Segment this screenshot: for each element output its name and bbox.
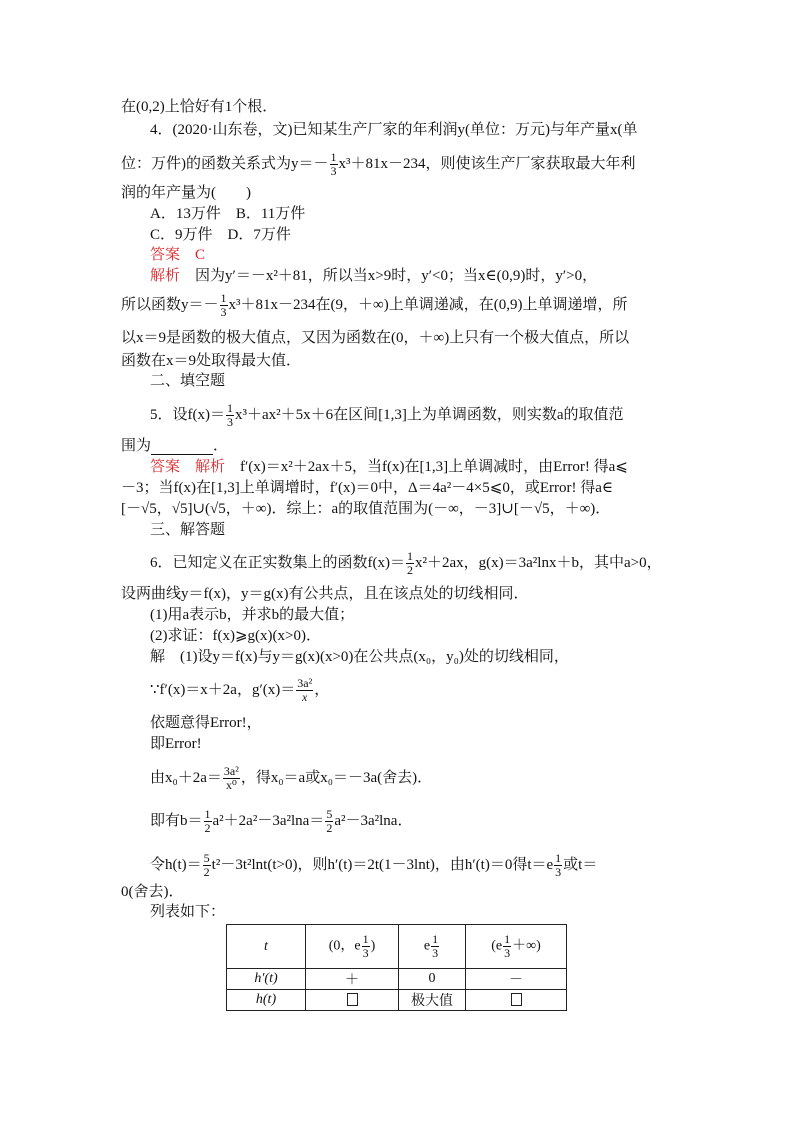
denominator: 2 [407, 563, 413, 577]
fraction [362, 933, 370, 960]
q4-analysis-2 [121, 292, 627, 319]
table-row [227, 990, 567, 1011]
cell-text: h(t) [255, 992, 277, 1007]
cell-text: ＋∞) [512, 938, 541, 954]
analysis-text: 因为y′＝－x²＋81，所以当x>9时，y′<0；当x∈(0,9)时，y′>0， [195, 268, 598, 284]
q4-line1: 4．(2020·山东卷，文)已知某生产厂家的年利润y(单位：万元)与年产量x(单 [150, 122, 638, 138]
cell-text: ) [370, 938, 376, 954]
prev-conclusion: 在(0,2)上恰好有1个根． [121, 99, 278, 115]
q4-options-ab: A．13万件 B．11万件 [150, 206, 306, 222]
section-heading-fill: 二、填空题 [150, 373, 226, 389]
numerator: 1 [227, 401, 233, 415]
table-cell [399, 925, 466, 969]
q6-text: 6．已知定义在正实数集上的函数f(x)＝ [150, 554, 405, 571]
denominator: 3 [330, 164, 337, 178]
q6-solution-1: 解 (1)设y＝f(x)与y＝g(x)(x>0)在公共点(x₀，y₀)处的切线相同， [150, 649, 569, 665]
table-row [227, 969, 567, 990]
denominator: 3 [220, 305, 227, 319]
numerator: 1 [504, 932, 511, 946]
table-cell [306, 925, 399, 969]
section-heading-answer: 三、解答题 [150, 522, 226, 538]
fraction [406, 550, 414, 577]
solution-text: a²＋2a²－3a²lna＝ [212, 812, 325, 829]
q6-solution-3: 依题意得Error!， [150, 715, 262, 731]
variation-table [226, 924, 567, 1011]
fraction [503, 933, 511, 960]
numerator: 1 [362, 932, 369, 946]
fraction [223, 765, 240, 792]
fraction [296, 677, 313, 704]
analysis-text: 所以函数y＝－ [121, 296, 219, 313]
table-cell [466, 990, 567, 1011]
analysis-text: x³＋81x－234在(9，＋∞)上单调递减，在(0,9)上单调递增，所 [228, 296, 628, 313]
fraction [226, 402, 234, 429]
increasing-arrow-icon [347, 993, 358, 1006]
q6-solution-6 [150, 808, 412, 835]
denominator: 3 [432, 946, 439, 960]
cell-text: ＋ [345, 973, 359, 988]
cell-text: 极大值 [411, 994, 453, 1009]
numerator: 1 [555, 851, 562, 865]
q4-analysis-1 [150, 267, 597, 285]
q6-text: x²＋2ax，g(x)＝3a²lnx＋b，其中a>0， [415, 554, 662, 571]
numerator: 3a² [297, 676, 313, 690]
q6-solution-5 [150, 765, 432, 792]
fraction [203, 852, 211, 879]
q5-solution-1 [150, 458, 628, 476]
q4-options-cd: C．9万件 D．7万件 [150, 227, 291, 243]
q6-solution-9: 列表如下： [150, 904, 226, 920]
q5-solution-2: －3；当f(x)在[1,3]上单调增时，f′(x)＝0中，Δ＝4a²－4×5⩽0，或Error! 得a∈ [121, 480, 613, 496]
table-cell [466, 925, 567, 969]
solution-text: 由x₀＋2a＝ [150, 769, 222, 786]
q4-line2 [121, 151, 636, 178]
q4-line3: 润的年产量为( ) [121, 185, 251, 201]
denominator: 3 [504, 946, 511, 960]
cell-text: e [423, 938, 431, 954]
solution-text: f′(x)＝x²＋2ax＋5，当f(x)在[1,3]上单调减时，由Error! 得a⩽ [240, 459, 628, 475]
numerator: 5 [326, 807, 333, 821]
solution-text: ，得x₀＝a或x₀＝－3a(舍去)． [240, 769, 433, 786]
solution-text: 即有b＝ [150, 812, 203, 829]
cell-text: (0，e [328, 938, 361, 954]
table-cell [306, 969, 399, 990]
denominator: 2 [204, 821, 211, 835]
fraction [204, 808, 212, 835]
q4-analysis-4: 函数在x＝9处取得最大值． [121, 353, 302, 369]
q6-solution-8: 0(舍去)． [121, 884, 184, 900]
decreasing-arrow-icon [511, 993, 522, 1006]
q6-part1: (1)用a表示b，并求b的最大值； [150, 607, 355, 623]
q4-text: 位：万件)的函数关系式为y＝－ [121, 155, 329, 172]
solution-text: a²－3a²lna． [334, 812, 413, 829]
q4-answer [150, 246, 205, 264]
cell-text: 0 [428, 971, 436, 986]
cell-text: t [264, 938, 268, 954]
solution-text: ∵f′(x)＝x＋2a，g′(x)＝ [150, 681, 296, 698]
q6-solution-4: 即Error! [150, 736, 202, 752]
q5-text: 5．设f(x)＝ [150, 406, 225, 423]
cell-text: (e [491, 938, 503, 954]
table-cell [227, 925, 306, 969]
denominator: x⁰ [225, 778, 237, 792]
table-cell [399, 969, 466, 990]
q5-text: ． [213, 438, 229, 454]
q5-line2 [121, 437, 228, 455]
cell-text: h′(t) [254, 971, 278, 986]
denominator: 2 [326, 821, 333, 835]
q6-solution-2 [150, 677, 329, 704]
denominator: 3 [227, 415, 233, 429]
q6-line2: 设两曲线y＝f(x)，y＝g(x)有公共点，且在该点处的切线相同． [121, 586, 529, 602]
fraction [325, 808, 333, 835]
numerator: 1 [330, 150, 337, 164]
denominator: 3 [555, 865, 562, 879]
q6-part2: (2)求证：f(x)⩾g(x)(x>0)． [150, 628, 321, 644]
answer-analysis-label: 答案 解析 [150, 459, 226, 475]
table-cell [227, 969, 306, 990]
q5-line1 [150, 402, 624, 429]
solution-text: 令h(t)＝ [150, 856, 202, 873]
fraction [330, 151, 338, 178]
solution-text: ， [314, 681, 330, 698]
numerator: 1 [220, 291, 227, 305]
numerator: 1 [204, 807, 211, 821]
table-cell [306, 990, 399, 1011]
table-row [227, 925, 567, 969]
analysis-label: 解析 [150, 268, 181, 284]
numerator: 5 [203, 851, 210, 865]
q4-analysis-3: 以x＝9是函数的极大值点，又因为函数在(0，＋∞)上只有一个极大值点，所以 [121, 330, 630, 346]
fraction [220, 292, 228, 319]
table-cell [466, 969, 567, 990]
solution-text: t²－3t²lnt(t>0)，则h′(t)＝2t(1－3lnt)，由h′(t)＝0得t＝e [211, 856, 554, 873]
q4-text: x³＋81x－234，则使该生产厂家获取最大年利 [338, 155, 636, 172]
table-cell [399, 990, 466, 1011]
numerator: 3a² [223, 764, 239, 778]
solution-text: 或t＝ [563, 856, 598, 873]
q6-solution-7 [150, 852, 597, 879]
q5-text: x³＋ax²＋5x＋6在区间[1,3]上为单调函数，则实数a的取值范 [235, 406, 624, 423]
numerator: 1 [407, 549, 413, 563]
denominator: 2 [203, 865, 210, 879]
denominator: 3 [362, 946, 369, 960]
fraction [554, 852, 562, 879]
q5-text: 围为 [121, 438, 152, 454]
cell-text: － [509, 973, 523, 988]
fraction [431, 933, 439, 960]
q5-solution-3: [－√5，√5]∪(√5，＋∞)．综上：a的取值范围为(－∞，－3]∪[－√5，＋∞)． [121, 501, 611, 517]
denominator: x [302, 690, 308, 704]
answer-label: 答案 [150, 247, 181, 263]
table-cell [227, 990, 306, 1011]
numerator: 1 [432, 932, 439, 946]
q6-line1 [150, 550, 662, 577]
answer-value: C [195, 247, 206, 263]
answer-blank [151, 440, 213, 455]
